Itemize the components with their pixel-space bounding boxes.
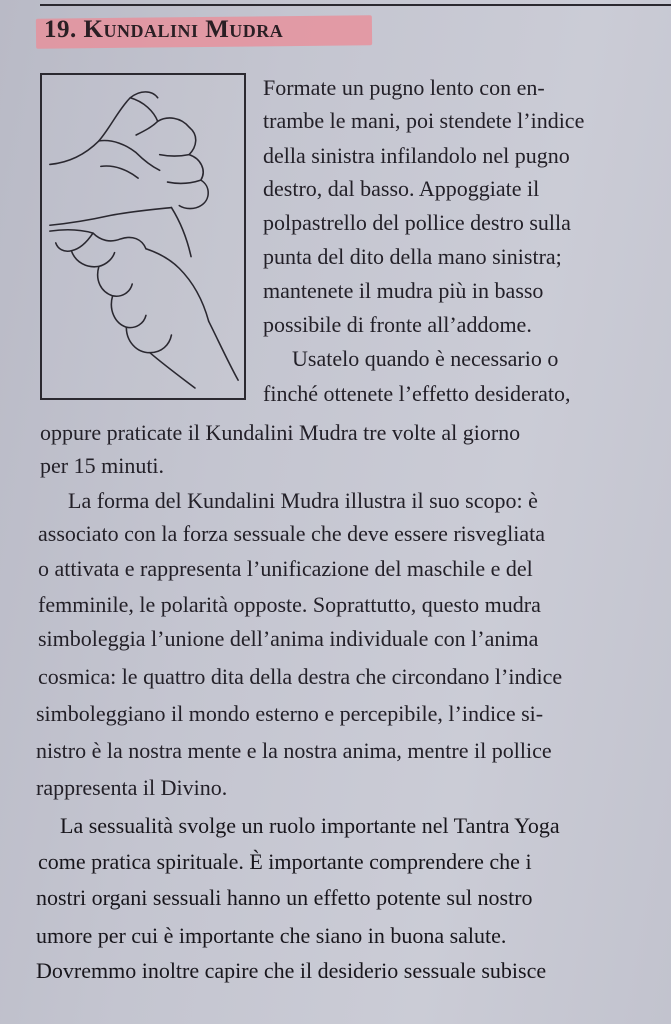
text-line-2: trambe le mani, poi stendete l’indice — [263, 108, 585, 133]
text-line-13: La forma del Kundalini Mudra illustra il suo scopo: è — [68, 488, 538, 513]
text-line-1: Formate un pugno lento con en- — [263, 75, 545, 100]
top-rule — [40, 4, 671, 6]
text-line-15: o attivata e rappresenta l’unificazione del maschile e del — [38, 556, 533, 581]
text-line-19: simboleggiano il mondo esterno e percepibile, l’indice si- — [36, 701, 544, 726]
section-title: Kundalini Mudra — [83, 16, 284, 43]
text-line-11: oppure praticate il Kundalini Mudra tre volte al giorno — [40, 420, 521, 445]
section-number: 19. — [44, 16, 77, 43]
text-line-25: umore per cui è importante che siano in buona salute. — [36, 923, 507, 948]
text-line-5: polpastrello del pollice destro sulla — [263, 210, 571, 235]
text-line-23: come pratica spirituale. È importante comprendere che i — [38, 849, 532, 874]
hands-mudra-icon — [42, 75, 244, 398]
text-line-14: associato con la forza sessuale che deve essere risvegliata — [38, 521, 545, 546]
text-line-21: rappresenta il Divino. — [36, 775, 228, 800]
text-line-16: femminile, le polarità opposte. Soprattutto, questo mudra — [38, 592, 541, 617]
text-line-12: per 15 minuti. — [40, 453, 165, 478]
text-line-8: possibile di fronte all’addome. — [263, 312, 532, 337]
text-line-22: La sessualità svolge un ruolo importante nel Tantra Yoga — [60, 813, 560, 838]
text-line-10: finché ottenete l’effetto desiderato, — [263, 381, 571, 406]
text-line-6: punta del dito della mano sinistra; — [263, 244, 562, 269]
text-line-26: Dovremmo inoltre capire che il desiderio sessuale subisce — [36, 958, 547, 983]
text-line-3: della sinistra infilandolo nel pugno — [263, 143, 570, 168]
text-line-18: cosmica: le quattro dita della destra che circondano l’indice — [38, 664, 563, 689]
section-heading — [44, 16, 283, 44]
text-line-24: nostri organi sessuali hanno un effetto potente sul nostro — [36, 885, 533, 910]
text-line-20: nistro è la nostra mente e la nostra anima, mentre il pollice — [36, 738, 552, 763]
text-line-17: simboleggia l’unione dell’anima individuale con l’anima — [38, 626, 539, 651]
text-line-7: mantenete il mudra più in basso — [263, 278, 544, 303]
text-line-9: Usatelo quando è necessario o — [292, 346, 559, 371]
mudra-illustration — [40, 73, 246, 400]
text-line-4: destro, dal basso. Appoggiate il — [263, 176, 540, 201]
